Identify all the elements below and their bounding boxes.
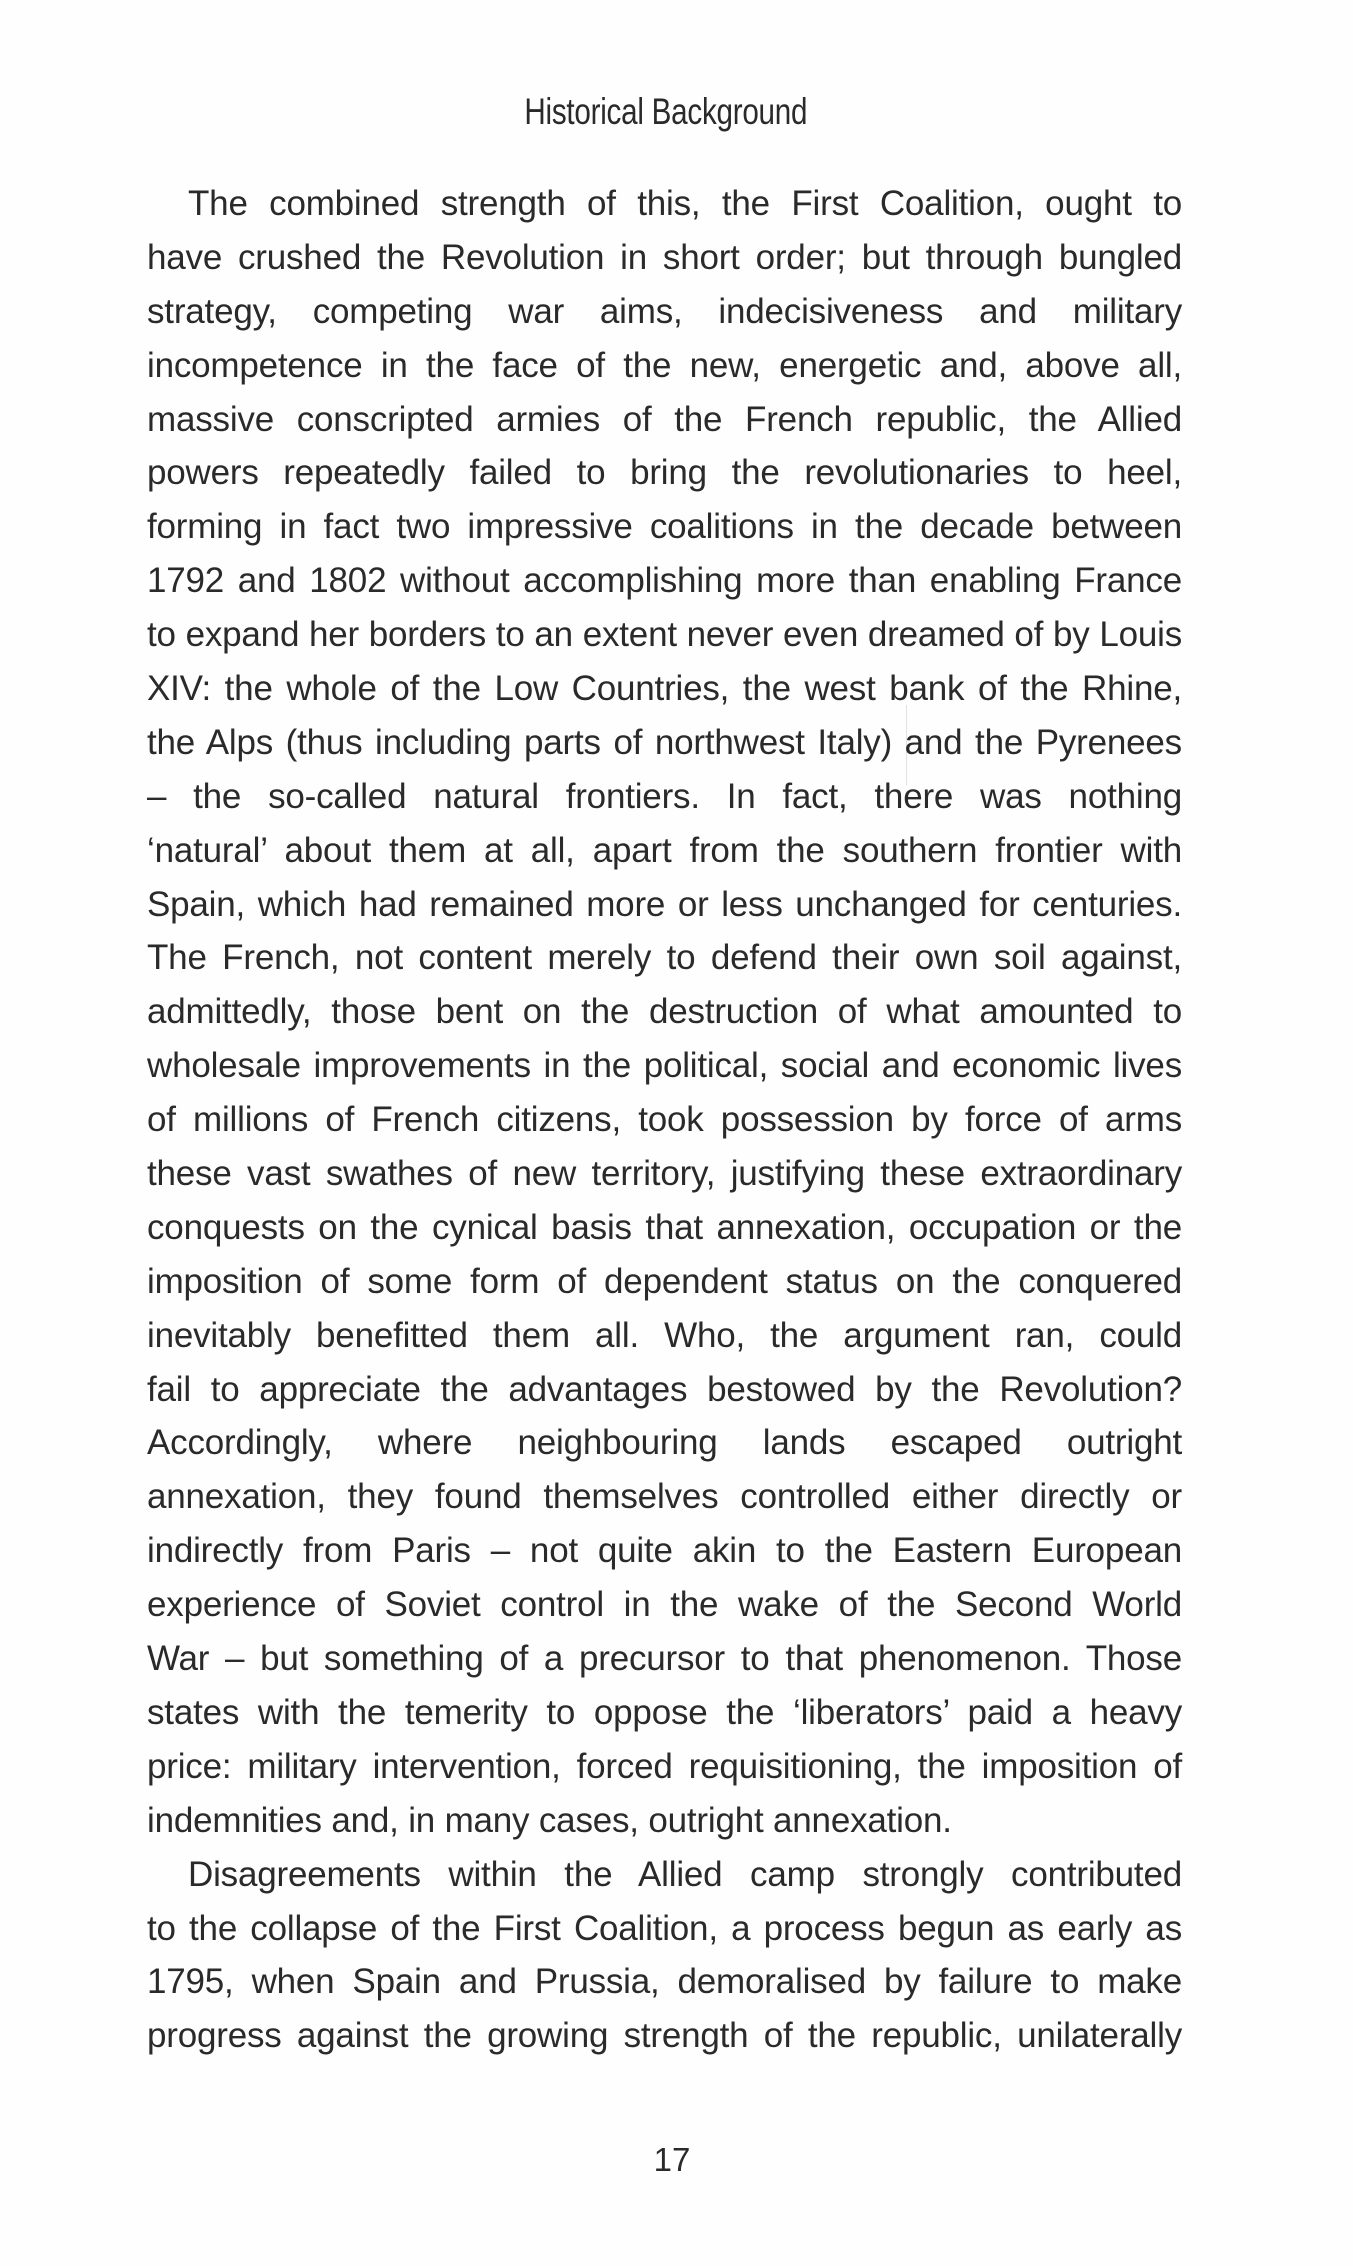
- paragraph-1: [147, 177, 1182, 1848]
- text-line: 1792 and 1802 without accomplishing more than enabling France: [147, 561, 1182, 601]
- text-line: to the collapse of the First Coalition, a process begun as early as: [147, 1908, 1182, 1948]
- text-line: progress against the growing strength of the republic, unilaterally: [147, 2016, 1182, 2056]
- text-line: strategy, competing war aims, indecisiveness and military: [147, 291, 1182, 331]
- text-line: fail to appreciate the advantages bestowed by the Revolution?: [147, 1369, 1182, 1409]
- text-line: wholesale improvements in the political, social and economic lives: [147, 1046, 1182, 1086]
- text-line: massive conscripted armies of the French republic, the Allied: [147, 399, 1182, 439]
- text-line: imposition of some form of dependent status on the conquered: [147, 1261, 1182, 1301]
- text-line: forming in fact two impressive coalitions in the decade between: [147, 507, 1182, 547]
- running-head: [0, 92, 1353, 132]
- text-line: The combined strength of this, the First Coalition, ought to: [188, 184, 1182, 223]
- text-line: have crushed the Revolution in short order; but through bungled: [147, 237, 1182, 277]
- text-line: these vast swathes of new territory, justifying these extraordinary: [147, 1154, 1182, 1194]
- text-line: Accordingly, where neighbouring lands escaped outright: [147, 1423, 1182, 1463]
- page-number-value: 17: [653, 2141, 691, 2178]
- text-line: experience of Soviet control in the wake of the Second World: [147, 1585, 1182, 1625]
- text-line: incompetence in the face of the new, energetic and, above all,: [147, 345, 1182, 385]
- text-line: indirectly from Paris – not quite akin to the Eastern European: [147, 1531, 1182, 1571]
- text-line: Disagreements within the Allied camp strongly contributed: [188, 1854, 1182, 1894]
- text-line: 1795, when Spain and Prussia, demoralised by failure to make: [147, 1962, 1182, 2002]
- text-line: to expand her borders to an extent never even dreamed of by Louis: [147, 615, 1182, 655]
- body-text: [147, 177, 1182, 2063]
- paragraph-2: [147, 1848, 1182, 2064]
- running-head-title: Historical Background: [524, 91, 807, 132]
- text-line: conquests on the cynical basis that annexation, occupation or the: [147, 1207, 1182, 1247]
- text-line: XIV: the whole of the Low Countries, the west bank of the Rhine,: [147, 669, 1182, 709]
- page-number: [0, 2140, 1353, 2180]
- text-line: The French, not content merely to defend their own soil against,: [147, 938, 1182, 978]
- text-line: price: military intervention, forced requisitioning, the imposition of: [147, 1746, 1182, 1786]
- text-line: of millions of French citizens, took possession by force of arms: [147, 1100, 1182, 1140]
- text-line: states with the temerity to oppose the ‘liberators’ paid a heavy: [147, 1692, 1182, 1732]
- text-line: – the so-called natural frontiers. In fact, there was nothing: [147, 776, 1182, 816]
- text-line: the Alps (thus including parts of northwest Italy) and the Pyrenees: [147, 722, 1182, 762]
- text-line: War – but something of a precursor to that phenomenon. Those: [147, 1639, 1182, 1679]
- text-line: Spain, which had remained more or less unchanged for centuries.: [147, 884, 1182, 924]
- text-line: admittedly, those bent on the destruction of what amounted to: [147, 992, 1182, 1032]
- text-line: powers repeatedly failed to bring the revolutionaries to heel,: [147, 453, 1182, 493]
- text-line: ‘natural’ about them at all, apart from the southern frontier with: [147, 830, 1182, 870]
- text-line: annexation, they found themselves controlled either directly or: [147, 1477, 1182, 1517]
- text-line: inevitably benefitted them all. Who, the argument ran, could: [147, 1315, 1182, 1355]
- text-line-paragraph-end: indemnities and, in many cases, outright annexation.: [147, 1800, 952, 1840]
